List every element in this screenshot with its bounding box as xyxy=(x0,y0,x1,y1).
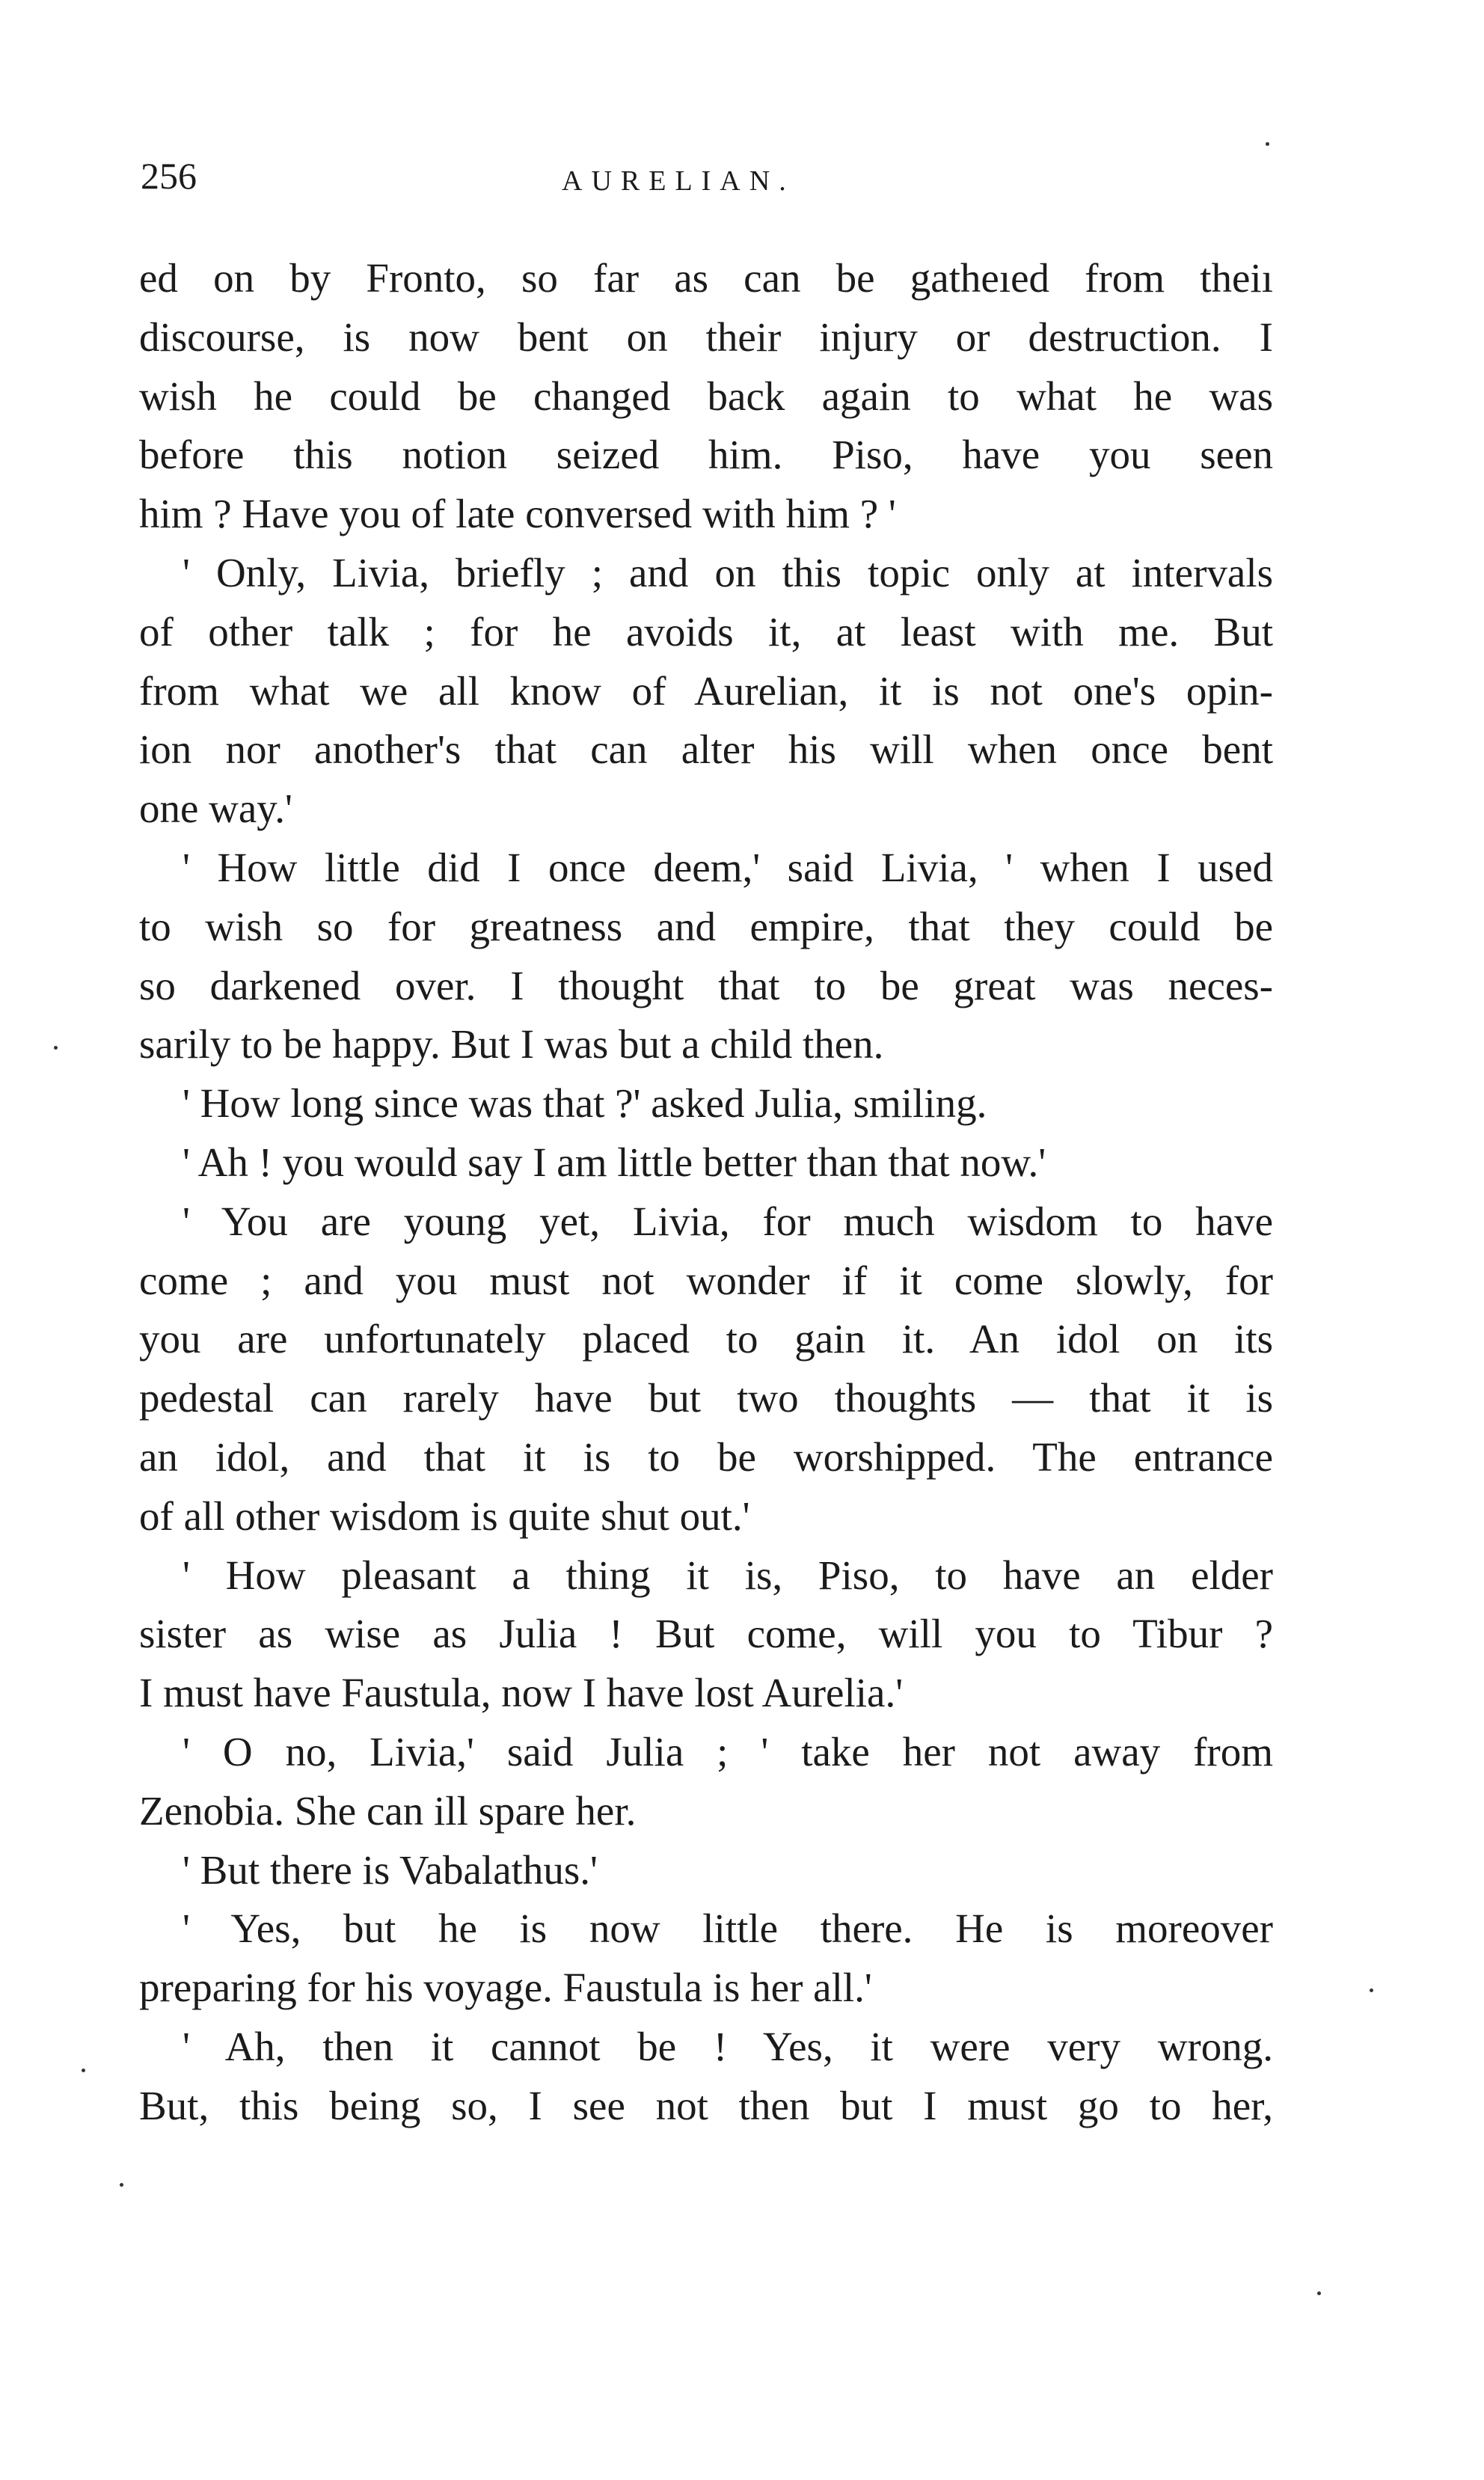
text-line: of all other wisdom is quite shut out.' xyxy=(139,1492,750,1539)
text-line: from what we all know of Aurelian, it is not one's opin- xyxy=(139,667,1273,714)
text-line: before this notion seized him. Piso, have you seen xyxy=(139,432,1273,478)
text-line: ' How long since was that ?' asked Julia, smiling. xyxy=(183,1080,987,1127)
text-line: I must have Faustula, now I have lost Aurelia.' xyxy=(139,1670,904,1716)
text-line: sarily to be happy. But I was but a child then. xyxy=(139,1021,884,1068)
text-line: ' Yes, but he is now little there. He is moreover xyxy=(183,1905,1273,1952)
ink-speck xyxy=(1370,1988,1373,1992)
text-line: of other talk ; for he avoids it, at least with me. But xyxy=(139,608,1273,655)
text-line: one way.' xyxy=(139,786,292,832)
text-line: ed on by Fronto, so far as can be gatheıed from theiı xyxy=(139,255,1273,301)
text-line: But, this being so, I see not then but I must go to her, xyxy=(139,2082,1273,2128)
text-line: ' Only, Livia, briefly ; and on this topic only at intervals xyxy=(183,549,1273,595)
text-line: an idol, and that it is to be worshipped. The entrance xyxy=(139,1433,1273,1480)
ink-speck xyxy=(120,2183,123,2187)
body-text xyxy=(139,249,1273,2136)
text-line: him ? Have you of late conversed with him ? ' xyxy=(139,491,896,537)
ink-speck xyxy=(54,1046,58,1050)
text-line: pedestal can rarely have but two thoughts — that it is xyxy=(139,1375,1273,1421)
text-line: ' Ah, then it cannot be ! Yes, it were very wrong. xyxy=(183,2023,1273,2069)
text-line: Zenobia. She can ill spare her. xyxy=(139,1787,637,1834)
text-line: ' You are young yet, Livia, for much wisdom to have xyxy=(183,1198,1273,1244)
ink-speck xyxy=(82,2069,85,2072)
text-line: ' Ah ! you would say I am little better than that now.' xyxy=(183,1139,1046,1185)
text-line: wish he could be changed back again to what he was xyxy=(139,373,1273,419)
text-line: you are unfortunately placed to gain it. An idol on its xyxy=(139,1316,1273,1362)
text-line: ion nor another's that can alter his will when once bent xyxy=(139,726,1273,773)
ink-speck xyxy=(1266,142,1269,146)
text-line: ' But there is Vabalathus.' xyxy=(183,1846,598,1893)
text-line: ' How little did I once deem,' said Livia, ' when I used xyxy=(183,844,1273,890)
page-header xyxy=(141,150,1275,209)
text-line: ' How pleasant a thing it is, Piso, to have an elder xyxy=(183,1552,1273,1598)
text-line: discourse, is now bent on their injury or destruction. I xyxy=(139,313,1273,360)
ink-speck xyxy=(1317,2291,1321,2295)
text-line: sister as wise as Julia ! But come, will you to Tibur ? xyxy=(139,1611,1273,1657)
text-line: so darkened over. I thought that to be great was neces- xyxy=(139,962,1273,1008)
running-title: AURELIAN. xyxy=(562,165,795,197)
page-number: 256 xyxy=(141,155,197,197)
text-line: come ; and you must not wonder if it come slowly, for xyxy=(139,1257,1273,1303)
text-line: ' O no, Livia,' said Julia ; ' take her not away from xyxy=(183,1728,1273,1775)
text-line: preparing for his voyage. Faustula is her all.' xyxy=(139,1965,872,2011)
text-line: to wish so for greatness and empire, that they could be xyxy=(139,903,1273,949)
